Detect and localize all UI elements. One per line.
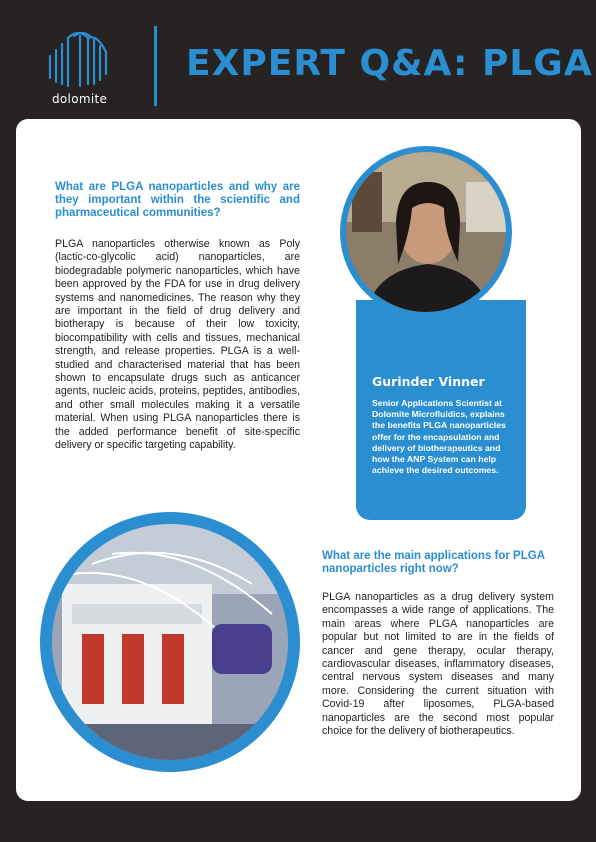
dolomite-logo-icon xyxy=(44,26,112,90)
brand-name: dolomite xyxy=(52,92,108,106)
portrait-photo xyxy=(346,152,506,312)
page-header xyxy=(0,0,596,118)
page-title: EXPERT Q&A: PLGA xyxy=(186,43,593,84)
lab-equipment-photo xyxy=(52,524,288,760)
profile-name: Gurinder Vinner xyxy=(372,374,485,389)
profile-description: Senior Applications Scientist at Dolomite Microfluidics, explains the benefits PLGA nanoparticles offer for the encapsulation and delivery of biotherapeutics and how the ANP System can help achieve the desired outcomes. xyxy=(372,398,506,476)
question-2: What are the main applications for PLGA nanoparticles right now? xyxy=(322,550,545,575)
header-divider xyxy=(154,26,157,106)
question-1: What are PLGA nanoparticles and why are they important within the scientific and pharmaceutical communities? xyxy=(55,181,300,219)
answer-1: PLGA nanoparticles otherwise known as Poly (lactic-co-glycolic acid) nanoparticles, are biodegradable polymeric nanoparticles, which have been approved by the FDA for use in drug delivery systems and nanomedicines. The reason why they are important in the field of drug delivery and biotherapy is because of their low toxicity, biocompatibility with cells and tissues, mechanical strength, and release properties. PLGA is a well-studied and characterised material that has been shown to encapsulate drugs such as anticancer agents, nucleic acids, proteins, peptides, antibodies, and other small molecules making it a versatile material. When using PLGA nanoparticles there is the added performance benefit of site-specific delivery or specific targeting capability. xyxy=(55,238,300,452)
answer-2: PLGA nanoparticles as a drug delivery system encompasses a wide range of applications. The main areas where PLGA nanoparticles are popular but not limited to are in the fields of cancer and gene therapy, ocular therapy, cardiovascular diseases, inflammatory diseases, central nervous system diseases and many more. Considering the current situation with Covid-19 after liposomes, PLGA-based nanoparticles are the second most popular choice for the delivery of biotherapeutics. xyxy=(322,591,554,738)
